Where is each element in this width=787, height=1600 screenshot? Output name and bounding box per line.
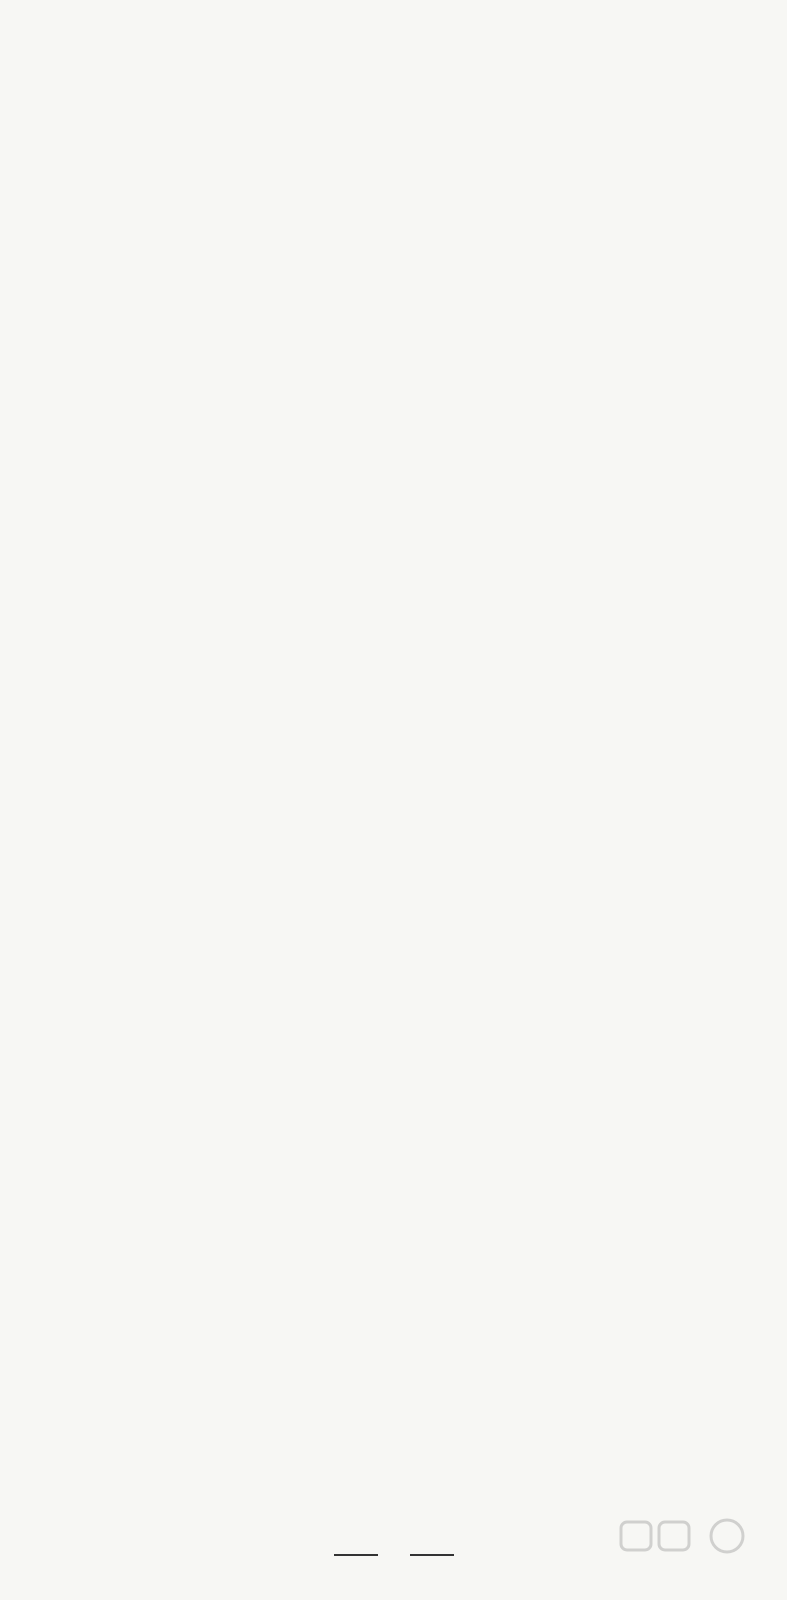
right-dash <box>410 1554 454 1556</box>
watermark-logo <box>615 1516 765 1578</box>
watermark-icon <box>615 1516 765 1556</box>
left-dash <box>334 1554 378 1556</box>
